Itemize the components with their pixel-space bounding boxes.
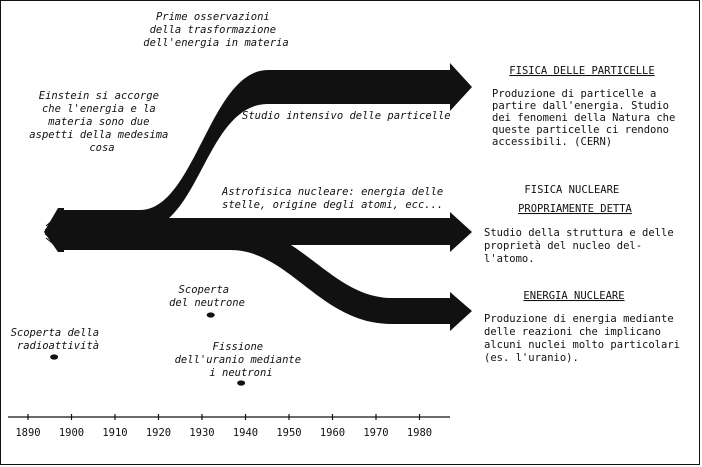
event-marker xyxy=(207,312,215,317)
description-nuclear-energy: Produzione di energia mediante delle reazioni che implicano alcuni nuclei molto particolari (es. l'uranio). xyxy=(484,313,680,364)
timeline-year-label: 1940 xyxy=(232,427,259,439)
heading-nuclear-energy: ENERGIA NUCLEARE xyxy=(523,290,625,302)
timeline-year-label: 1930 xyxy=(189,427,215,439)
heading-nuclear-physics: FISICA NUCLEARE PROPRIAMENTE DETTA xyxy=(518,184,632,215)
description-nuclear-physics: Studio della struttura e delle proprietà del nucleo del- l'atomo. xyxy=(484,227,674,265)
note-first-observations: Prime osservazioni della trasformazione dell'energia in materia xyxy=(143,11,289,49)
nuclear-physics-arrowhead xyxy=(450,212,472,252)
timeline-year-label: 1960 xyxy=(319,427,346,439)
note-radioactivity-discovery: Scoperta della radioattività xyxy=(10,327,100,352)
timeline-year-label: 1910 xyxy=(102,427,128,439)
note-einstein: Einstein si accorge che l'energia e la materia sono due aspetti della medesima cosa xyxy=(29,90,169,154)
note-intensive-study: Studio intensivo delle particelle xyxy=(242,110,451,122)
note-neutron-discovery: Scoperta del neutrone xyxy=(169,284,245,309)
note-uranium-fission: Fissione dell'uranio mediante i neutroni xyxy=(174,341,302,379)
note-nuclear-astrophysics: Astrofisica nucleare: energia delle stelle, origine degli atomi, ecc... xyxy=(222,186,444,211)
timeline-year-label: 1980 xyxy=(406,427,433,439)
heading-particle-physics: FISICA DELLE PARTICELLE xyxy=(509,65,655,77)
description-particle-physics: Produzione di particelle a partire dall'energia. Studio dei fenomeni della Natura che queste particelle ci rendono accessibili. (CERN) xyxy=(492,88,676,148)
timeline-ticks xyxy=(15,414,432,439)
timeline-year-label: 1970 xyxy=(363,427,389,439)
timeline-year-label: 1950 xyxy=(276,427,302,439)
particle-physics-arrowhead xyxy=(450,63,472,111)
event-marker xyxy=(237,380,245,385)
timeline-year-label: 1890 xyxy=(15,427,41,439)
event-marker xyxy=(50,354,58,359)
nuclear-energy-arrowhead xyxy=(450,292,472,331)
timeline-year-label: 1900 xyxy=(58,427,85,439)
timeline-year-label: 1920 xyxy=(145,427,172,439)
